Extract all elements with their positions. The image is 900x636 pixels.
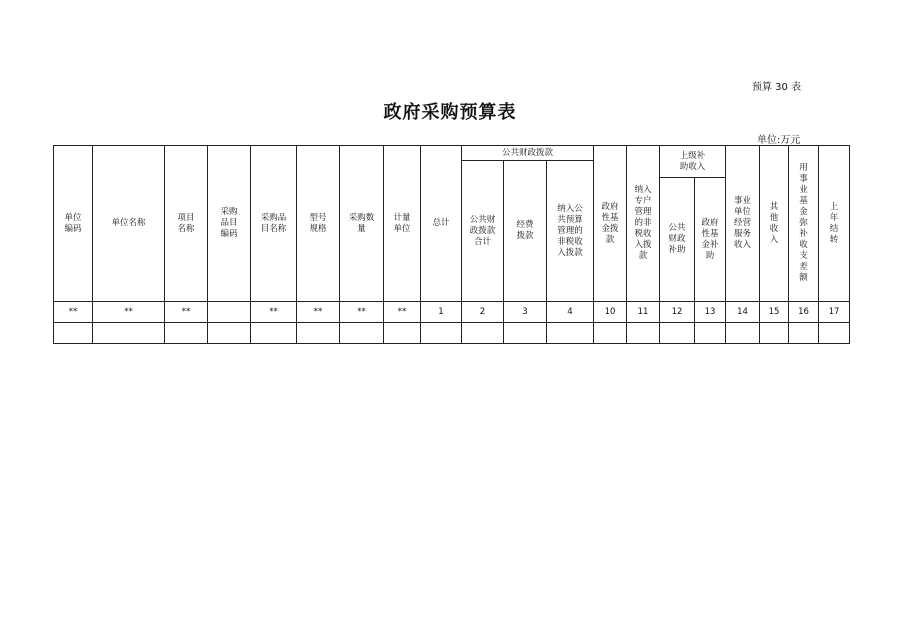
blank-cell xyxy=(208,323,251,344)
header-superior-subsidy-group: 上级补助收入 xyxy=(660,146,726,178)
header-other-income: 其他收入 xyxy=(760,146,789,302)
code-row xyxy=(54,302,850,323)
code-cell: 1 xyxy=(421,302,462,323)
blank-cell xyxy=(165,323,208,344)
code-cell: ** xyxy=(384,302,421,323)
blank-cell xyxy=(760,323,789,344)
blank-cell xyxy=(384,323,421,344)
header-purchase-item-name: 采购品目名称 xyxy=(251,146,297,302)
header-carryover: 上年结转 xyxy=(819,146,850,302)
header-purchase-item-code: 采购品目编码 xyxy=(208,146,251,302)
header-public-fiscal-group: 公共财政拨款 xyxy=(462,146,594,161)
header-model-spec: 型号规格 xyxy=(297,146,340,302)
blank-cell xyxy=(726,323,760,344)
code-cell: 12 xyxy=(660,302,695,323)
blank-cell xyxy=(504,323,547,344)
header-unit-code: 单位编码 xyxy=(54,146,93,302)
code-cell: 13 xyxy=(695,302,726,323)
header-project-name: 项目名称 xyxy=(165,146,208,302)
header-measure-unit: 计量单位 xyxy=(384,146,421,302)
header-public-fiscal-subsidy: 公共财政补助 xyxy=(660,178,695,302)
header-nontax-special-account: 纳入专户管理的非税收入拨款 xyxy=(627,146,660,302)
code-cell: 14 xyxy=(726,302,760,323)
blank-cell xyxy=(421,323,462,344)
blank-cell xyxy=(54,323,93,344)
code-cell: 3 xyxy=(504,302,547,323)
budget-table xyxy=(53,145,850,344)
code-cell: ** xyxy=(54,302,93,323)
header-nontax-public-budget: 纳入公共预算管理的非税收入拨款 xyxy=(547,161,594,302)
header-funding-appropriation: 经费拨款 xyxy=(504,161,547,302)
code-cell: 17 xyxy=(819,302,850,323)
form-number: 预算 30 表 xyxy=(752,82,802,93)
code-cell: 2 xyxy=(462,302,504,323)
code-cell: ** xyxy=(165,302,208,323)
blank-cell xyxy=(297,323,340,344)
unit-label: 单位:万元 xyxy=(757,135,801,146)
header-institution-fund: 用事业基金弥补收支差额 xyxy=(789,146,819,302)
page-title: 政府采购预算表 xyxy=(383,102,517,123)
header-institution-operating: 事业单位经营服务收入 xyxy=(726,146,760,302)
blank-cell xyxy=(462,323,504,344)
code-cell: ** xyxy=(251,302,297,323)
code-cell: ** xyxy=(93,302,165,323)
code-cell: 4 xyxy=(547,302,594,323)
header-gov-fund-appropriation: 政府性基金拨款 xyxy=(594,146,627,302)
code-cell: 11 xyxy=(627,302,660,323)
code-cell: ** xyxy=(340,302,384,323)
blank-cell xyxy=(251,323,297,344)
blank-cell xyxy=(93,323,165,344)
code-cell: 16 xyxy=(789,302,819,323)
code-cell: ** xyxy=(297,302,340,323)
header-purchase-qty: 采购数量 xyxy=(340,146,384,302)
code-cell: 15 xyxy=(760,302,789,323)
blank-cell xyxy=(789,323,819,344)
blank-cell xyxy=(819,323,850,344)
blank-cell xyxy=(340,323,384,344)
header-total: 总计 xyxy=(421,146,462,302)
blank-cell xyxy=(695,323,726,344)
header-gov-fund-subsidy: 政府性基金补助 xyxy=(695,178,726,302)
blank-cell xyxy=(627,323,660,344)
blank-cell xyxy=(594,323,627,344)
blank-cell xyxy=(547,323,594,344)
blank-cell xyxy=(660,323,695,344)
code-cell: 10 xyxy=(594,302,627,323)
header-public-fiscal-total: 公共财政拨款合计 xyxy=(462,161,504,302)
code-cell xyxy=(208,302,251,323)
blank-row xyxy=(54,323,850,344)
header-unit-name: 单位名称 xyxy=(93,146,165,302)
